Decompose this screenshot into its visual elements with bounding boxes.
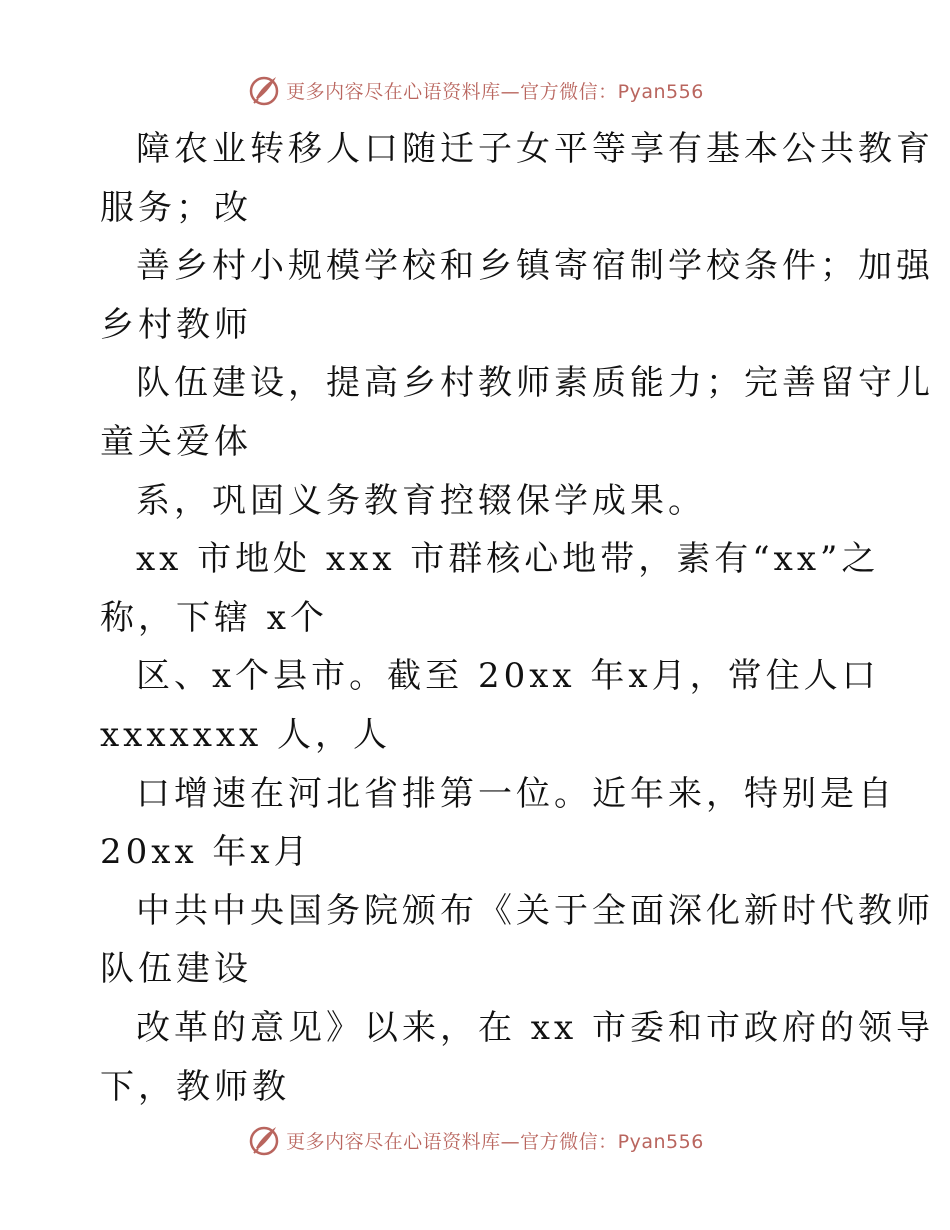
text-line: 障农业转移人口随迁子女平等享有基本公共教育 [136, 129, 934, 169]
footer-banner-text: 更多内容尽在心语资料库—官方微信：Pyan556 [286, 1130, 704, 1153]
footer-banner [0, 1120, 950, 1160]
text-line: xx 市地处 xxx 市群核心地带，素有“xx”之 [136, 539, 880, 580]
text-line: 改革的意见》以来，在 xx 市委和市政府的领导 [136, 1007, 934, 1048]
text-line: 下，教师教 [100, 1066, 290, 1107]
quill-logo-icon [246, 72, 282, 108]
text-line: 20xx 年x月 [100, 832, 312, 873]
text-line: 乡村教师 [100, 304, 252, 345]
text-line: 中共中央国务院颁布《关于全面深化新时代教师 [136, 890, 934, 931]
text-line: 服务；改 [100, 187, 252, 228]
text-line: 队伍建设，提高乡村教师素质能力；完善留守儿 [136, 363, 934, 404]
text-line: 队伍建设 [100, 949, 252, 990]
quill-logo-icon [246, 1122, 282, 1158]
text-line: 系，巩固义务教育控辍保学成果。 [136, 480, 706, 521]
text-line: 童关爱体 [100, 421, 252, 462]
text-line: 区、x个县市。截至 20xx 年x月，常住人口 [136, 656, 880, 697]
body-text [100, 120, 934, 1116]
text-line: xxxxxxx 人，人 [100, 714, 392, 755]
text-line: 口增速在河北省排第一位。近年来，特别是自 [136, 773, 896, 814]
text-line: 称，下辖 x个 [100, 597, 328, 638]
header-banner [0, 70, 950, 110]
header-banner-text: 更多内容尽在心语资料库—官方微信：Pyan556 [286, 80, 704, 103]
text-line: 善乡村小规模学校和乡镇寄宿制学校条件；加强 [136, 246, 934, 287]
